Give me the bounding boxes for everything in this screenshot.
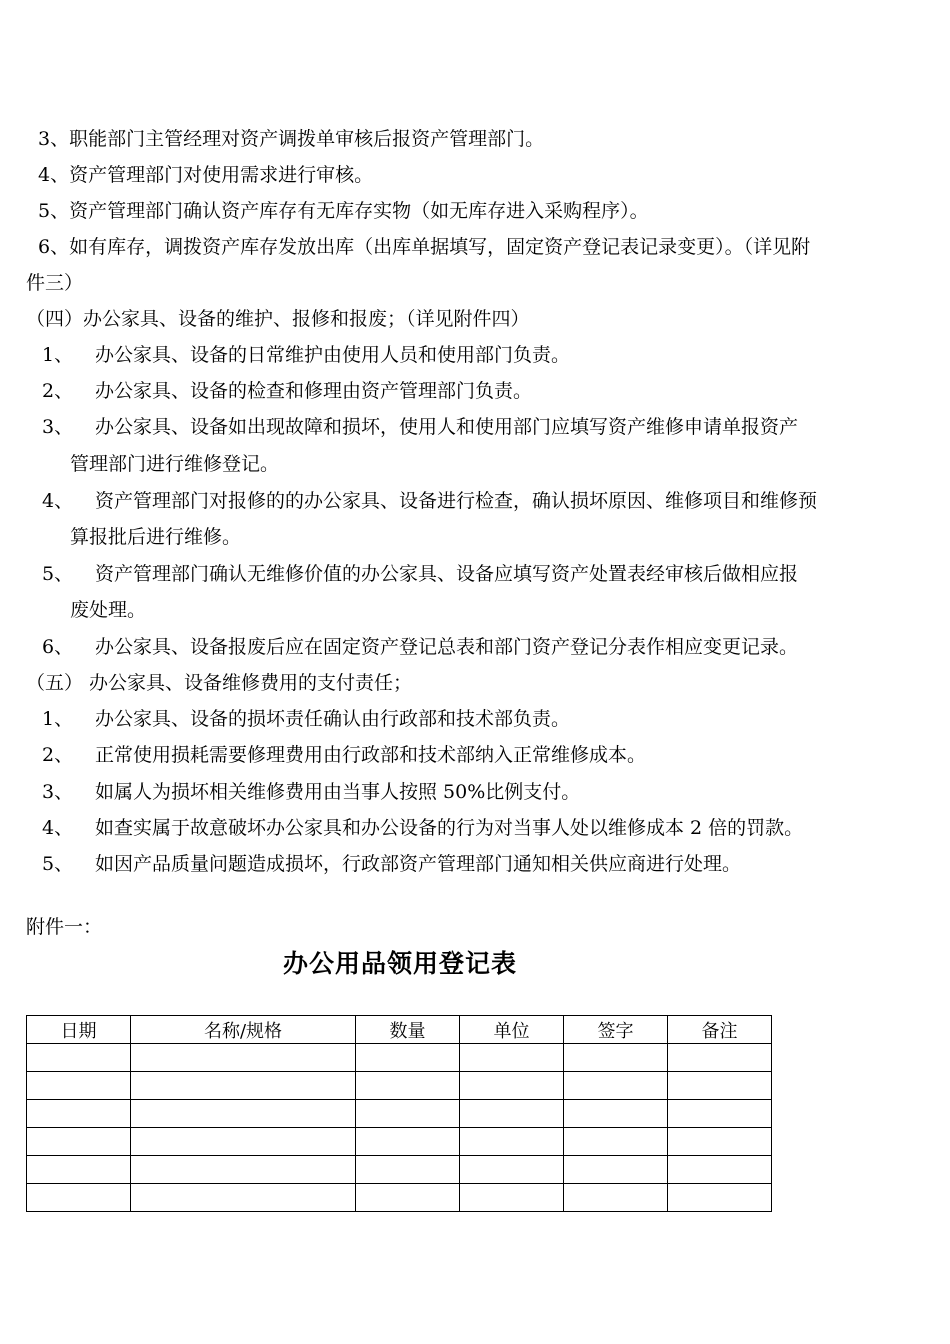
table-cell[interactable] (356, 1044, 460, 1072)
section5-item-3-num: 3、 (42, 781, 74, 803)
table-cell[interactable] (131, 1044, 356, 1072)
table-row (27, 1184, 772, 1212)
section5-item-4-text: 如查实属于故意破坏办公家具和办公设备的行为对当事人处以维修成本 2 倍的罚款。 (95, 817, 804, 839)
table-cell[interactable] (27, 1044, 131, 1072)
section4-heading: （四）办公家具、设备的维护、报修和报废；（详见附件四） (26, 308, 530, 330)
step-4: 4、资产管理部门对使用需求进行审核。 (38, 164, 374, 186)
section5-item-2-num: 2、 (42, 744, 74, 766)
section4-item-6-num: 6、 (42, 636, 74, 658)
section4-item-5-cont: 废处理。 (70, 599, 147, 621)
column-header-signature: 签字 (564, 1016, 668, 1044)
section4-item-2-text: 办公家具、设备的检查和修理由资产管理部门负责。 (95, 380, 533, 402)
table-cell[interactable] (27, 1128, 131, 1156)
section4-item-4-num: 4、 (42, 490, 74, 512)
section4-item-5-text: 资产管理部门确认无维修价值的办公家具、设备应填写资产处置表经审核后做相应报 (95, 563, 799, 585)
section4-item-3-cont: 管理部门进行维修登记。 (70, 453, 280, 475)
table-cell[interactable] (668, 1156, 772, 1184)
table-cell[interactable] (356, 1184, 460, 1212)
table-cell[interactable] (27, 1072, 131, 1100)
step-6: 6、如有库存，调拨资产库存发放出库（出库单据填写，固定资产登记表记录变更）。（详见附 (38, 236, 811, 258)
table-cell[interactable] (27, 1100, 131, 1128)
section5-item-1-text: 办公家具、设备的损坏责任确认由行政部和技术部负责。 (95, 708, 571, 730)
registration-table (26, 1015, 772, 1212)
table-cell[interactable] (356, 1100, 460, 1128)
column-header-quantity: 数量 (356, 1016, 460, 1044)
section5-item-1-num: 1、 (42, 708, 74, 730)
table-cell[interactable] (131, 1100, 356, 1128)
table-cell[interactable] (131, 1156, 356, 1184)
table-cell[interactable] (460, 1100, 564, 1128)
column-header-name-spec: 名称/规格 (131, 1016, 356, 1044)
table-cell[interactable] (668, 1128, 772, 1156)
table-cell[interactable] (564, 1184, 668, 1212)
table-cell[interactable] (460, 1044, 564, 1072)
table-cell[interactable] (564, 1128, 668, 1156)
table-cell[interactable] (668, 1100, 772, 1128)
section4-item-2-num: 2、 (42, 380, 74, 402)
table-row (27, 1044, 772, 1072)
form-title: 办公用品领用登记表 (282, 949, 517, 978)
table-row (27, 1072, 772, 1100)
section4-item-4-cont: 算报批后进行维修。 (70, 526, 242, 548)
table-cell[interactable] (564, 1044, 668, 1072)
table-cell[interactable] (460, 1184, 564, 1212)
section4-item-4-text: 资产管理部门对报修的的办公家具、设备进行检查，确认损坏原因、维修项目和维修预 (95, 490, 818, 512)
table-row (27, 1156, 772, 1184)
table-cell[interactable] (27, 1184, 131, 1212)
table-cell[interactable] (668, 1184, 772, 1212)
step-6-continued: 件三） (26, 272, 84, 294)
table-cell[interactable] (668, 1072, 772, 1100)
section5-item-4-num: 4、 (42, 817, 74, 839)
attachment-label: 附件一： (26, 916, 103, 938)
section5-heading: （五） 办公家具、设备维修费用的支付责任； (26, 672, 413, 694)
table-cell[interactable] (131, 1184, 356, 1212)
table-cell[interactable] (564, 1072, 668, 1100)
step-3: 3、职能部门主管经理对资产调拨单审核后报资产管理部门。 (38, 128, 545, 150)
section4-item-6-text: 办公家具、设备报废后应在固定资产登记总表和部门资产登记分表作相应变更记录。 (95, 636, 799, 658)
table-cell[interactable] (460, 1128, 564, 1156)
table-cell[interactable] (460, 1156, 564, 1184)
table-cell[interactable] (460, 1072, 564, 1100)
column-header-remarks: 备注 (668, 1016, 772, 1044)
column-header-unit: 单位 (460, 1016, 564, 1044)
table-row (27, 1128, 772, 1156)
table-row (27, 1100, 772, 1128)
section4-item-1-text: 办公家具、设备的日常维护由使用人员和使用部门负责。 (95, 344, 571, 366)
table-cell[interactable] (356, 1072, 460, 1100)
step-5: 5、资产管理部门确认资产库存有无库存实物（如无库存进入采购程序）。 (38, 200, 649, 222)
table-header-row (27, 1016, 772, 1044)
table-body (27, 1044, 772, 1212)
table-cell[interactable] (564, 1100, 668, 1128)
table-cell[interactable] (356, 1156, 460, 1184)
column-header-date: 日期 (27, 1016, 131, 1044)
section4-item-1-num: 1、 (42, 344, 74, 366)
table-cell[interactable] (356, 1128, 460, 1156)
table-cell[interactable] (668, 1044, 772, 1072)
section5-item-5-num: 5、 (42, 853, 74, 875)
table-cell[interactable] (131, 1072, 356, 1100)
table-cell[interactable] (27, 1156, 131, 1184)
table-cell[interactable] (131, 1128, 356, 1156)
section5-item-3-text: 如属人为损坏相关维修费用由当事人按照 50%比例支付。 (95, 781, 581, 803)
section4-item-3-text: 办公家具、设备如出现故障和损坏，使用人和使用部门应填写资产维修申请单报资产 (95, 416, 799, 438)
section5-item-2-text: 正常使用损耗需要修理费用由行政部和技术部纳入正常维修成本。 (95, 744, 647, 766)
section5-item-5-text: 如因产品质量问题造成损坏，行政部资产管理部门通知相关供应商进行处理。 (95, 853, 742, 875)
section4-item-5-num: 5、 (42, 563, 74, 585)
table-cell[interactable] (564, 1156, 668, 1184)
section4-item-3-num: 3、 (42, 416, 74, 438)
